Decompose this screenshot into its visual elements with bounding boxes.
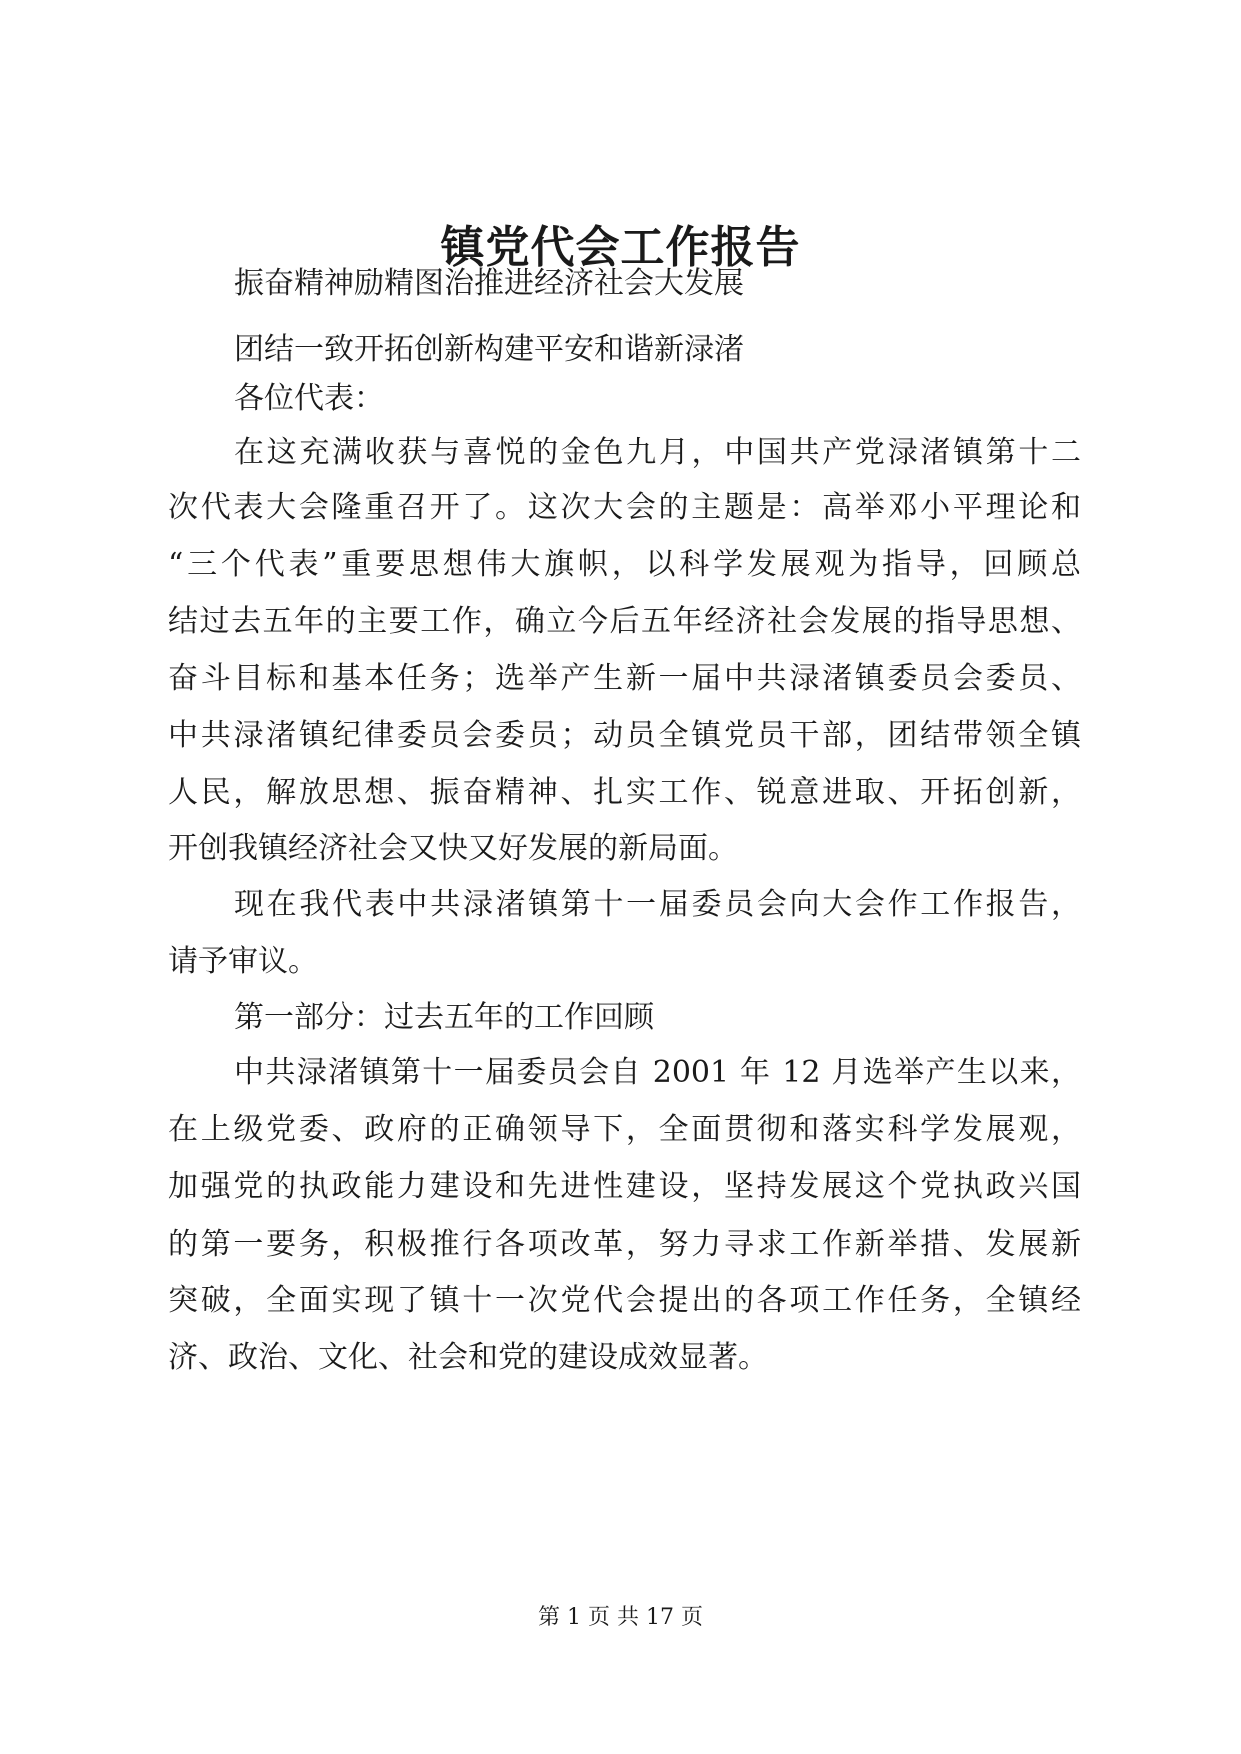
page-number-footer: 第 1 页 共 17 页	[538, 1605, 703, 1630]
slogan-line-2: 团结一致开拓创新构建平安和谐新渌渚	[234, 332, 744, 367]
paragraph-1-line: 次代表大会隆重召开了。这次大会的主题是：高举邓小平理论和	[168, 490, 1081, 525]
paragraph-3-line: 在上级党委、政府的正确领导下，全面贯彻和落实科学发展观，	[168, 1112, 1081, 1147]
paragraph-1-line: 人民，解放思想、振奋精神、扎实工作、锐意进取、开拓创新，	[168, 775, 1081, 810]
section-heading: 第一部分：过去五年的工作回顾	[234, 1000, 654, 1035]
paragraph-3-line: 突破，全面实现了镇十一次党代会提出的各项工作任务，全镇经	[168, 1283, 1081, 1318]
paragraph-2-line: 请予审议。	[168, 944, 318, 979]
paragraph-1-line: 奋斗目标和基本任务；选举产生新一届中共渌渚镇委员会委员、	[168, 661, 1081, 696]
salutation: 各位代表：	[234, 381, 384, 416]
paragraph-3-line: 加强党的执政能力建设和先进性建设，坚持发展这个党执政兴国	[168, 1169, 1081, 1204]
paragraph-3-line: 的第一要务，积极推行各项改革，努力寻求工作新举措、发展新	[168, 1227, 1081, 1262]
document-title: 镇党代会工作报告	[440, 222, 801, 273]
paragraph-1-line: 开创我镇经济社会又快又好发展的新局面。	[168, 831, 738, 866]
paragraph-3-line: 中共渌渚镇第十一届委员会自 2001 年 12 月选举产生以来，	[234, 1055, 1081, 1090]
paragraph-3-line: 济、政治、文化、社会和党的建设成效显著。	[168, 1340, 768, 1375]
paragraph-1-line: 中共渌渚镇纪律委员会委员；动员全镇党员干部，团结带领全镇	[168, 718, 1081, 753]
paragraph-1-line: “三个代表”重要思想伟大旗帜，以科学发展观为指导，回顾总	[168, 547, 1081, 582]
slogan-line-1: 振奋精神励精图治推进经济社会大发展	[234, 266, 744, 301]
paragraph-1-line: 结过去五年的主要工作，确立今后五年经济社会发展的指导思想、	[168, 604, 1081, 639]
paragraph-2-line: 现在我代表中共渌渚镇第十一届委员会向大会作工作报告，	[234, 887, 1081, 922]
paragraph-1-line: 在这充满收获与喜悦的金色九月，中国共产党渌渚镇第十二	[234, 435, 1081, 470]
